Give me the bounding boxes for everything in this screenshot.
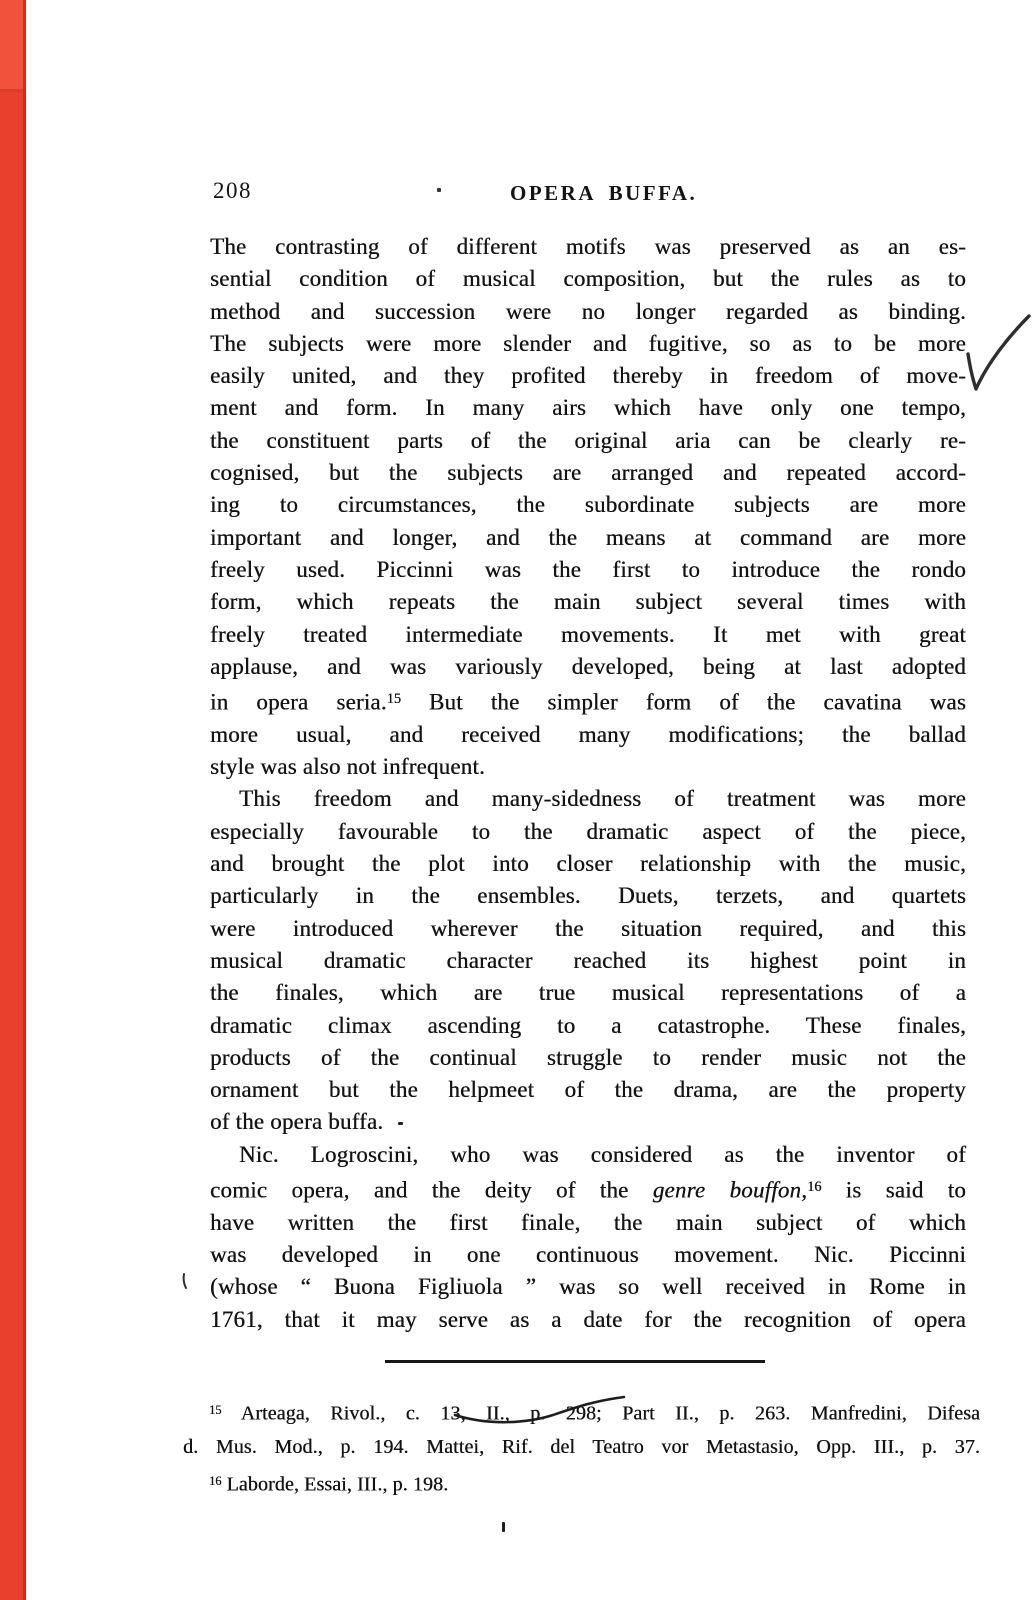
text-line bbox=[210, 360, 966, 392]
text-line bbox=[183, 1465, 980, 1502]
text-line bbox=[210, 945, 966, 977]
spine-edge-shadow bbox=[23, 0, 26, 1600]
text-segment: important and longer, and the means at command are more bbox=[210, 524, 966, 550]
text-line bbox=[210, 328, 966, 360]
text-line bbox=[210, 977, 966, 1009]
text-segment: Arteaga, Rivol., c. 13, II., p. 298; Part II., p. 263. Manfredini, Difesa bbox=[221, 1402, 980, 1425]
text-line bbox=[210, 848, 966, 880]
text-segment: is said to bbox=[821, 1177, 966, 1203]
text-line bbox=[210, 619, 966, 651]
text-segment: The contrasting of different motifs was preserved as an es- bbox=[210, 234, 966, 259]
text-line bbox=[210, 296, 966, 328]
text-segment: Laborde, Essai, III., p. 198. bbox=[221, 1473, 449, 1496]
text-segment: have written the first finale, the main subject of which bbox=[210, 1209, 966, 1235]
text-line bbox=[210, 1042, 966, 1074]
footnote-marker: 15 bbox=[209, 1403, 222, 1417]
text-line bbox=[210, 651, 966, 683]
text-segment: Nic. Logroscini, who was considered as the inventor of bbox=[239, 1141, 966, 1167]
text-line bbox=[210, 586, 966, 618]
paragraph bbox=[210, 231, 966, 783]
text-line bbox=[210, 425, 966, 457]
ink-speck bbox=[437, 188, 441, 192]
text-segment: easily united, and they profited thereby in freedom of move- bbox=[210, 363, 966, 389]
text-segment: of the opera buffa. bbox=[210, 1109, 384, 1135]
pencil-tick-annotation bbox=[184, 1274, 186, 1288]
text-line bbox=[210, 457, 966, 489]
text-segment: in opera seria. bbox=[210, 689, 387, 715]
text-line bbox=[210, 392, 966, 424]
text-segment: sential condition of musical composition, but the rules as to bbox=[210, 266, 966, 292]
text-segment: particularly in the ensembles. Duets, terzets, and quartets bbox=[210, 883, 966, 909]
text-line bbox=[210, 816, 966, 848]
text-segment: (whose “ Buona Figliuola ” was so well received in Rome in bbox=[210, 1274, 966, 1300]
text-line bbox=[210, 554, 966, 586]
text-line bbox=[210, 751, 966, 783]
text-segment: But the simpler form of the cavatina was bbox=[400, 689, 966, 715]
text-line bbox=[183, 1431, 980, 1465]
text-line bbox=[210, 522, 966, 554]
text-segment: method and succession were no longer regarded as binding. bbox=[210, 298, 966, 324]
text-segment: was developed in one continuous movement. Nic. Piccinni bbox=[210, 1242, 966, 1268]
text-segment: were introduced wherever the situation required, and this bbox=[210, 915, 966, 941]
pencil-checkmark-annotation bbox=[968, 316, 1029, 389]
text-segment: more usual, and received many modifications; the ballad bbox=[210, 721, 966, 747]
book-spine-red-edge bbox=[0, 0, 26, 1600]
text-segment: applause, and was variously developed, being at last adopted bbox=[210, 653, 966, 679]
italic-segment: genre bouffon, bbox=[652, 1177, 808, 1203]
text-segment: musical dramatic character reached its highest point in bbox=[210, 947, 966, 973]
text-line bbox=[210, 880, 966, 912]
text-segment: The subjects were more slender and fugitive, so as to be more bbox=[210, 330, 966, 356]
text-segment: cognised, but the subjects are arranged and repeated accord- bbox=[210, 460, 966, 486]
text-segment: ornament but the helpmeet of the drama, are the property bbox=[210, 1077, 966, 1103]
page-number: 208 bbox=[213, 178, 252, 203]
ink-speck bbox=[502, 1522, 505, 1532]
text-line bbox=[210, 1304, 966, 1336]
text-segment: ing to circumstances, the subordinate subjects are more bbox=[210, 492, 966, 518]
paragraph bbox=[183, 1394, 980, 1502]
running-title: OPERA BUFFA. bbox=[510, 181, 698, 205]
text-line bbox=[210, 913, 966, 945]
footnote-separator-rule bbox=[385, 1360, 765, 1363]
text-segment: 1761, that it may serve as a date for the recognition of opera bbox=[210, 1306, 966, 1332]
footnote-marker: 16 bbox=[209, 1473, 222, 1488]
text-line bbox=[210, 719, 966, 751]
text-line bbox=[210, 489, 966, 521]
body-text bbox=[210, 231, 966, 1336]
ink-speck bbox=[398, 1122, 403, 1125]
text-segment: style was also not infrequent. bbox=[210, 754, 485, 780]
text-line bbox=[183, 1394, 980, 1431]
text-segment: This freedom and many-sidedness of treatment was more bbox=[239, 786, 966, 812]
footnote-marker: 16 bbox=[807, 1179, 822, 1196]
text-segment: freely used. Piccinni was the first to introduce the rondo bbox=[210, 556, 966, 582]
text-segment: comic opera, and the deity of the bbox=[210, 1177, 653, 1203]
text-line bbox=[210, 1207, 966, 1239]
text-line bbox=[210, 263, 966, 295]
footnotes bbox=[183, 1394, 980, 1502]
text-segment: ment and form. In many airs which have only one tempo, bbox=[210, 395, 966, 421]
text-segment: d. Mus. Mod., p. 194. Mattei, Rif. del Teatro vor Metastasio, Opp. III., p. 37. bbox=[183, 1436, 980, 1459]
text-line bbox=[210, 1010, 966, 1042]
text-segment: dramatic climax ascending to a catastrophe. These finales, bbox=[210, 1012, 966, 1038]
footnote-marker: 15 bbox=[386, 691, 401, 708]
text-line bbox=[210, 1271, 966, 1303]
text-line bbox=[210, 1239, 966, 1271]
text-segment: freely treated intermediate movements. It met with great bbox=[210, 621, 966, 647]
text-line bbox=[210, 683, 966, 719]
text-line bbox=[210, 1106, 966, 1138]
text-line bbox=[210, 231, 966, 263]
text-segment: and brought the plot into closer relationship with the music, bbox=[210, 851, 966, 877]
text-segment: form, which repeats the main subject several times with bbox=[210, 589, 966, 615]
text-line bbox=[210, 783, 966, 815]
paragraph bbox=[210, 1139, 966, 1336]
text-segment: products of the continual struggle to render music not the bbox=[210, 1044, 966, 1070]
text-line bbox=[210, 1171, 966, 1207]
text-segment: the finales, which are true musical representations of a bbox=[210, 980, 966, 1006]
text-line bbox=[210, 1139, 966, 1171]
paragraph bbox=[210, 783, 966, 1138]
text-segment: especially favourable to the dramatic aspect of the piece, bbox=[210, 818, 966, 844]
text-segment: the constituent parts of the original aria can be clearly re- bbox=[210, 427, 966, 453]
text-line bbox=[210, 1074, 966, 1106]
